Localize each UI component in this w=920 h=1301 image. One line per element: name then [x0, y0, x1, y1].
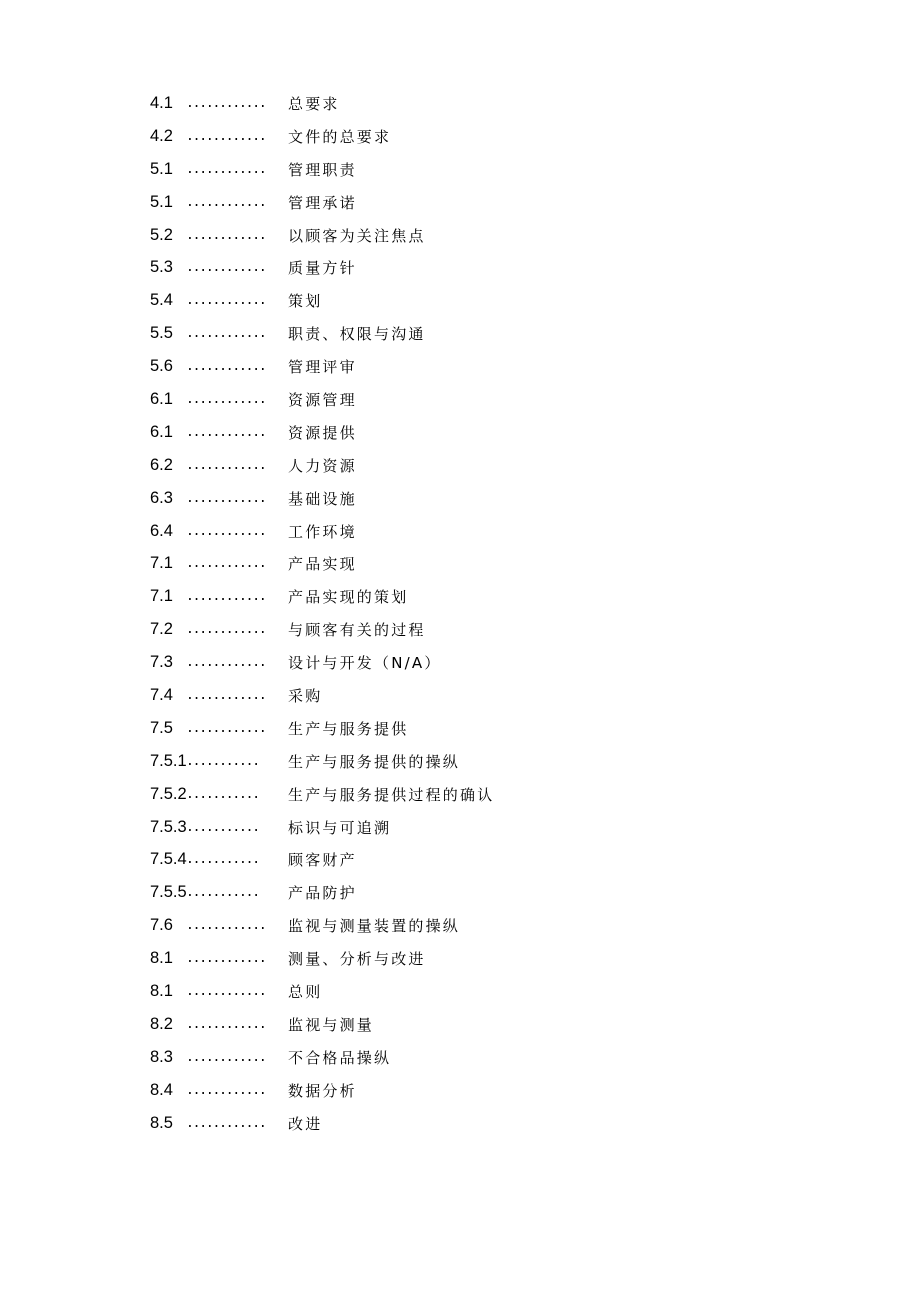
- toc-entry-number: 5.1: [150, 159, 173, 178]
- toc-entry-title: 标识与可追溯: [288, 818, 392, 837]
- toc-entry-leader: ...........: [186, 786, 259, 802]
- toc-entry-title: 管理评审: [288, 358, 357, 377]
- toc-entry-number: 8.1: [150, 949, 173, 968]
- toc-entry-title: 管理承诺: [288, 193, 357, 212]
- toc-entry-leader: ............: [186, 95, 266, 111]
- toc-entry: [150, 219, 494, 252]
- toc-entry: [150, 909, 494, 942]
- toc-entry-leader: ............: [186, 556, 266, 572]
- toc-entry-number: 4.1: [150, 93, 173, 112]
- toc-entry-leader: ............: [186, 227, 266, 243]
- toc-entry-title: 生产与服务提供: [288, 719, 409, 738]
- toc-entry-title: 产品实现: [288, 555, 357, 574]
- toc-entry-title: 产品防护: [288, 884, 357, 903]
- toc-entry-leader: ............: [186, 918, 266, 934]
- toc-entry-title: 文件的总要求: [288, 127, 392, 146]
- toc-entry: [150, 942, 494, 975]
- toc-entry-title: 生产与服务提供过程的确认: [288, 785, 495, 804]
- toc-entry-leader: ............: [186, 326, 266, 342]
- toc-entry: [150, 383, 494, 416]
- toc-entry: [150, 153, 494, 186]
- toc-entry-number: 7.3: [150, 653, 173, 672]
- toc-entry-title: 质量方针: [288, 259, 357, 278]
- toc-entry: [150, 449, 494, 482]
- toc-entry-leader: ............: [186, 1115, 266, 1131]
- toc-entry-number: 7.5.3: [150, 817, 187, 836]
- toc-entry-title: 人力资源: [288, 456, 357, 475]
- toc-entry: [150, 87, 494, 120]
- toc-entry-title: 产品实现的策划: [288, 588, 409, 607]
- toc-entry: [150, 1107, 494, 1140]
- toc-entry-number: 7.5.4: [150, 850, 187, 869]
- toc-entry-title: 基础设施: [288, 489, 357, 508]
- toc-entry-title: 工作环境: [288, 522, 357, 541]
- toc-entry-number: 8.5: [150, 1113, 173, 1132]
- toc-entry-number: 6.2: [150, 455, 173, 474]
- toc-entry-title: 不合格品操纵: [288, 1048, 392, 1067]
- toc-entry-number: 5.4: [150, 291, 173, 310]
- toc-entry-leader: ...........: [186, 819, 259, 835]
- toc-entry-number: 7.5.1: [150, 751, 187, 770]
- toc-entry: [150, 843, 494, 876]
- toc-entry-leader: ............: [186, 260, 266, 276]
- toc-entry: [150, 350, 494, 383]
- toc-entry: [150, 745, 494, 778]
- toc-entry-title: 职责、权限与沟通: [288, 325, 426, 344]
- toc-entry: [150, 613, 494, 646]
- toc-entry-number: 8.1: [150, 981, 173, 1000]
- toc-entry-leader: ...........: [186, 852, 259, 868]
- toc-entry-leader: ............: [186, 1016, 266, 1032]
- toc-entry: [150, 811, 494, 844]
- toc-entry-leader: ............: [186, 720, 266, 736]
- toc-entry-number: 6.3: [150, 488, 173, 507]
- toc-entry: [150, 482, 494, 515]
- toc-entry-title: 采购: [288, 686, 323, 705]
- toc-entry-title: 顾客财产: [288, 851, 357, 870]
- toc-entry-leader: ...........: [186, 753, 259, 769]
- toc-entry-leader: ............: [186, 622, 266, 638]
- toc-entry-leader: ............: [186, 359, 266, 375]
- toc-entry-title: 测量、分析与改进: [288, 950, 426, 969]
- toc-entry-title: 监视与测量装置的操纵: [288, 917, 461, 936]
- toc-entry-leader: ............: [186, 161, 266, 177]
- toc-entry-leader: ............: [186, 951, 266, 967]
- toc-entry-number: 5.5: [150, 324, 173, 343]
- toc-entry-title: 设计与开发（N/A）: [288, 654, 442, 673]
- toc-entry: [150, 251, 494, 284]
- toc-entry-number: 5.2: [150, 225, 173, 244]
- toc-entry: [150, 1008, 494, 1041]
- toc-entry: [150, 416, 494, 449]
- toc-entry-title: 以顾客为关注焦点: [288, 226, 426, 245]
- toc-entry: [150, 876, 494, 909]
- toc-entry-leader: ............: [186, 1049, 266, 1065]
- toc-entry: [150, 679, 494, 712]
- toc-entry-number: 4.2: [150, 126, 173, 145]
- toc-entry: [150, 317, 494, 350]
- toc-entry-title: 与顾客有关的过程: [288, 621, 426, 640]
- toc-entry-leader: ............: [186, 1082, 266, 1098]
- toc-entry-leader: ............: [186, 194, 266, 210]
- toc-entry-title: 资源提供: [288, 423, 357, 442]
- toc-entry-leader: ............: [186, 128, 266, 144]
- toc-entry-leader: ............: [186, 293, 266, 309]
- toc-entry-title: 资源管理: [288, 390, 357, 409]
- toc-entry-title: 总要求: [288, 94, 340, 113]
- toc-entry: [150, 646, 494, 679]
- toc-entry-title: 监视与测量: [288, 1015, 375, 1034]
- toc-entry-leader: ............: [186, 687, 266, 703]
- toc-entry-leader: ............: [186, 490, 266, 506]
- toc-entry-number: 7.5: [150, 718, 173, 737]
- toc-entry: [150, 580, 494, 613]
- toc-entry-number: 7.5.5: [150, 883, 187, 902]
- toc-entry-title: 管理职责: [288, 160, 357, 179]
- toc-entry-number: 7.2: [150, 620, 173, 639]
- toc-entry: [150, 547, 494, 580]
- table-of-contents: [150, 87, 494, 1140]
- toc-entry-number: 6.1: [150, 389, 173, 408]
- toc-entry-leader: ...........: [186, 885, 259, 901]
- toc-entry-number: 8.4: [150, 1080, 173, 1099]
- toc-entry-title: 策划: [288, 292, 323, 311]
- toc-entry-number: 7.1: [150, 554, 173, 573]
- toc-entry-title: 生产与服务提供的操纵: [288, 752, 461, 771]
- toc-entry-number: 6.4: [150, 521, 173, 540]
- toc-entry-number: 5.3: [150, 258, 173, 277]
- toc-entry-number: 8.2: [150, 1014, 173, 1033]
- toc-entry-number: 5.6: [150, 357, 173, 376]
- toc-entry: [150, 515, 494, 548]
- toc-entry-leader: ............: [186, 523, 266, 539]
- toc-entry-number: 5.1: [150, 192, 173, 211]
- toc-entry: [150, 284, 494, 317]
- toc-entry: [150, 712, 494, 745]
- toc-entry: [150, 120, 494, 153]
- toc-entry: [150, 186, 494, 219]
- toc-entry: [150, 975, 494, 1008]
- toc-entry-number: 7.5.2: [150, 784, 187, 803]
- toc-entry-number: 8.3: [150, 1047, 173, 1066]
- toc-entry-number: 7.1: [150, 587, 173, 606]
- toc-entry: [150, 778, 494, 811]
- toc-entry-title: 总则: [288, 982, 323, 1001]
- toc-entry-leader: ............: [186, 589, 266, 605]
- toc-entry-number: 6.1: [150, 422, 173, 441]
- toc-entry: [150, 1074, 494, 1107]
- toc-entry-leader: ............: [186, 457, 266, 473]
- toc-entry-number: 7.6: [150, 916, 173, 935]
- toc-entry-leader: ............: [186, 391, 266, 407]
- toc-entry-leader: ............: [186, 983, 266, 999]
- toc-entry-title: 改进: [288, 1114, 323, 1133]
- toc-entry-leader: ............: [186, 655, 266, 671]
- toc-entry: [150, 1041, 494, 1074]
- toc-entry-leader: ............: [186, 424, 266, 440]
- toc-entry-number: 7.4: [150, 685, 173, 704]
- toc-entry-title: 数据分析: [288, 1081, 357, 1100]
